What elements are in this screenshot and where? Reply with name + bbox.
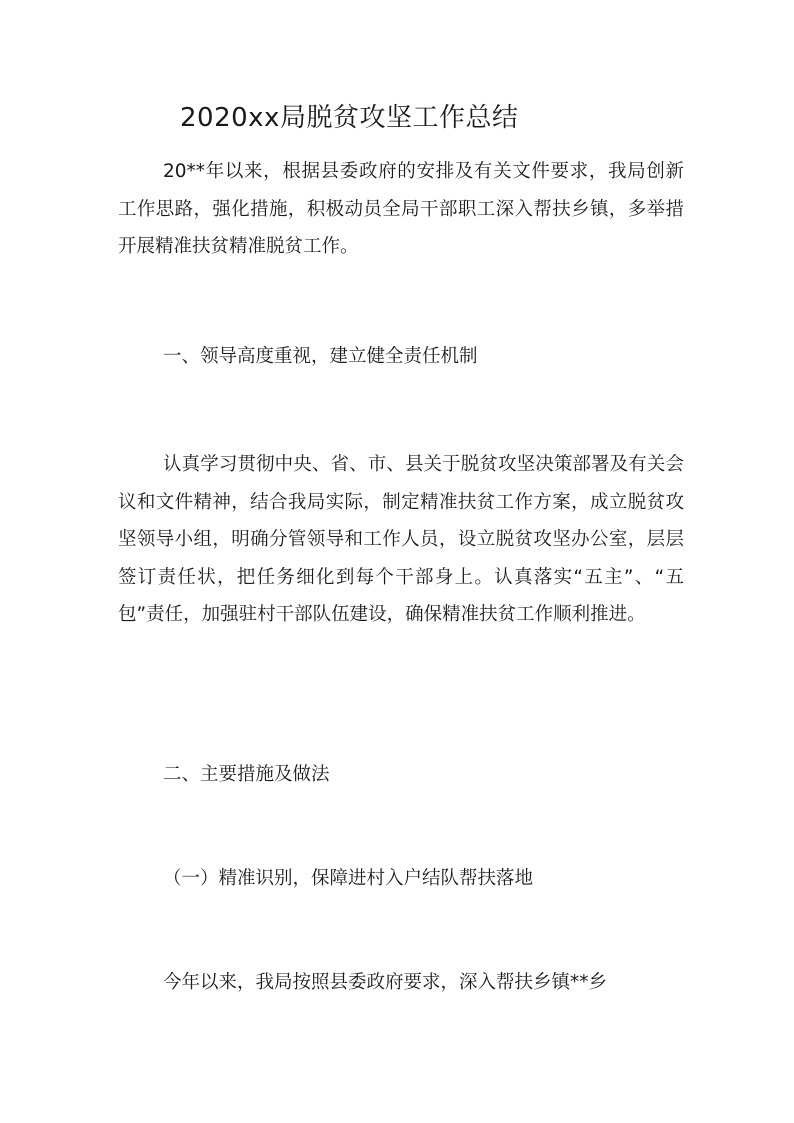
subsection-1-paragraph: 今年以来，我局按照县委政府要求，深入帮扶乡镇**乡	[163, 972, 608, 993]
section-1-heading: 一、领导高度重视，建立健全责任机制	[163, 346, 478, 367]
intro-paragraph: 20**年以来，根据县委政府的安排及有关文件要求，我局创新工作思路，强化措施，积极动员全局干部职工深入帮扶乡镇，多举措开展精准扶贫精准脱贫工作。	[118, 161, 684, 258]
section-2-heading: 二、主要措施及做法	[163, 764, 330, 785]
subsection-1-heading: （一）精准识别，保障进村入户结队帮扶落地	[163, 868, 534, 889]
section-1-paragraph: 认真学习贯彻中央、省、市、县关于脱贫攻坚决策部署及有关会议和文件精神，结合我局实际，制定精准扶贫工作方案，成立脱贫攻坚领导小组，明确分管领导和工作人员，设立脱贫攻坚办公室，层层签订责任状，把任务细化到每个干部身上。认真落实“五主”、“五包”责任，加强驻村干部队伍建设，确保精准扶贫工作顺利推进。	[118, 454, 684, 626]
document-title: 2020xx局脱贫攻坚工作总结	[180, 103, 519, 133]
